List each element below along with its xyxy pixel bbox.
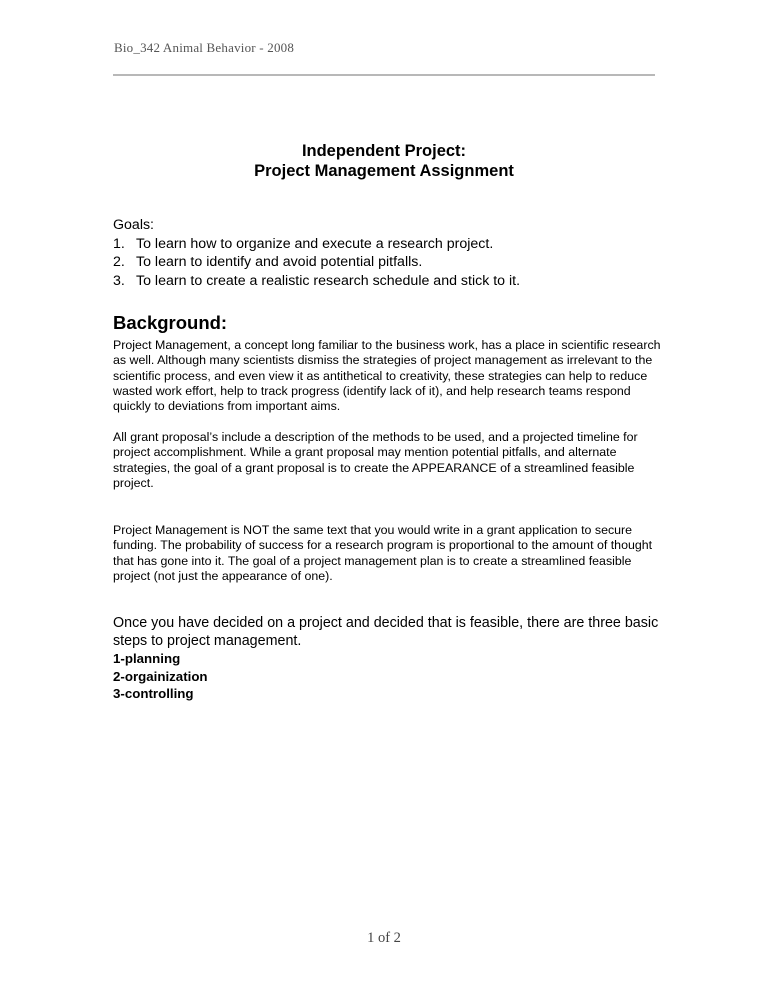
background-heading: Background:: [113, 312, 228, 333]
list-item: [113, 272, 673, 291]
page-number: 1 of 2: [367, 930, 401, 946]
steps-intro: Once you have decided on a project and decided that is feasible, there are three basic steps to project management.: [113, 615, 659, 649]
list-item: [113, 253, 673, 272]
steps-list: [113, 650, 663, 703]
list-number: 2.: [113, 254, 125, 270]
step-planning: 1-planning: [113, 651, 181, 666]
goals-list: [113, 235, 673, 291]
list-item: [113, 235, 673, 254]
list-number: 3.: [113, 272, 125, 289]
title-line-2: Project Management Assignment: [254, 162, 514, 180]
step-controlling: 3-controlling: [113, 686, 194, 701]
background-paragraph-1: Project Management, a concept long familiar to the business work, has a place in scientific research as well. Although many scientists dismiss the strategies of project management as irrelevant to the scientific process, and even view it as antithetical to creativity, these strategies can help to reduce wasted work effort, help to track progress (identify lack of it), and help research teams respond quickly to deviations from important aims.: [113, 338, 661, 414]
goals-section: [113, 216, 673, 290]
running-header: Bio_342 Animal Behavior - 2008: [114, 40, 295, 55]
background-paragraph-3: Project Management is NOT the same text that you would write in a grant application to secure funding. The probability of success for a research program is proportional to the amount of thought that has gone into it. The goal of a project management plan is to create a streamlined feasible project (not just the appearance of one).: [113, 523, 653, 583]
title-line-1: Independent Project:: [301, 142, 467, 160]
list-text: To learn to identify and avoid potential pitfalls.: [136, 254, 423, 270]
list-number: 1.: [113, 235, 125, 252]
header-divider: [113, 74, 655, 76]
list-text: To learn how to organize and execute a research project.: [136, 235, 494, 252]
goals-label: Goals:: [113, 217, 155, 233]
document-title: [113, 141, 655, 181]
list-text: To learn to create a realistic research schedule and stick to it.: [136, 272, 521, 289]
background-paragraph-2: All grant proposal’s include a description of the methods to be used, and a projected timeline for project accomplishment. While a grant proposal may mention potential pitfalls, and alternate strategies, the goal of a grant proposal is to create the APPEARANCE of a streamlined feasible project.: [113, 430, 638, 490]
steps-section: [113, 615, 663, 703]
step-organization: 2-orgainization: [113, 668, 208, 684]
